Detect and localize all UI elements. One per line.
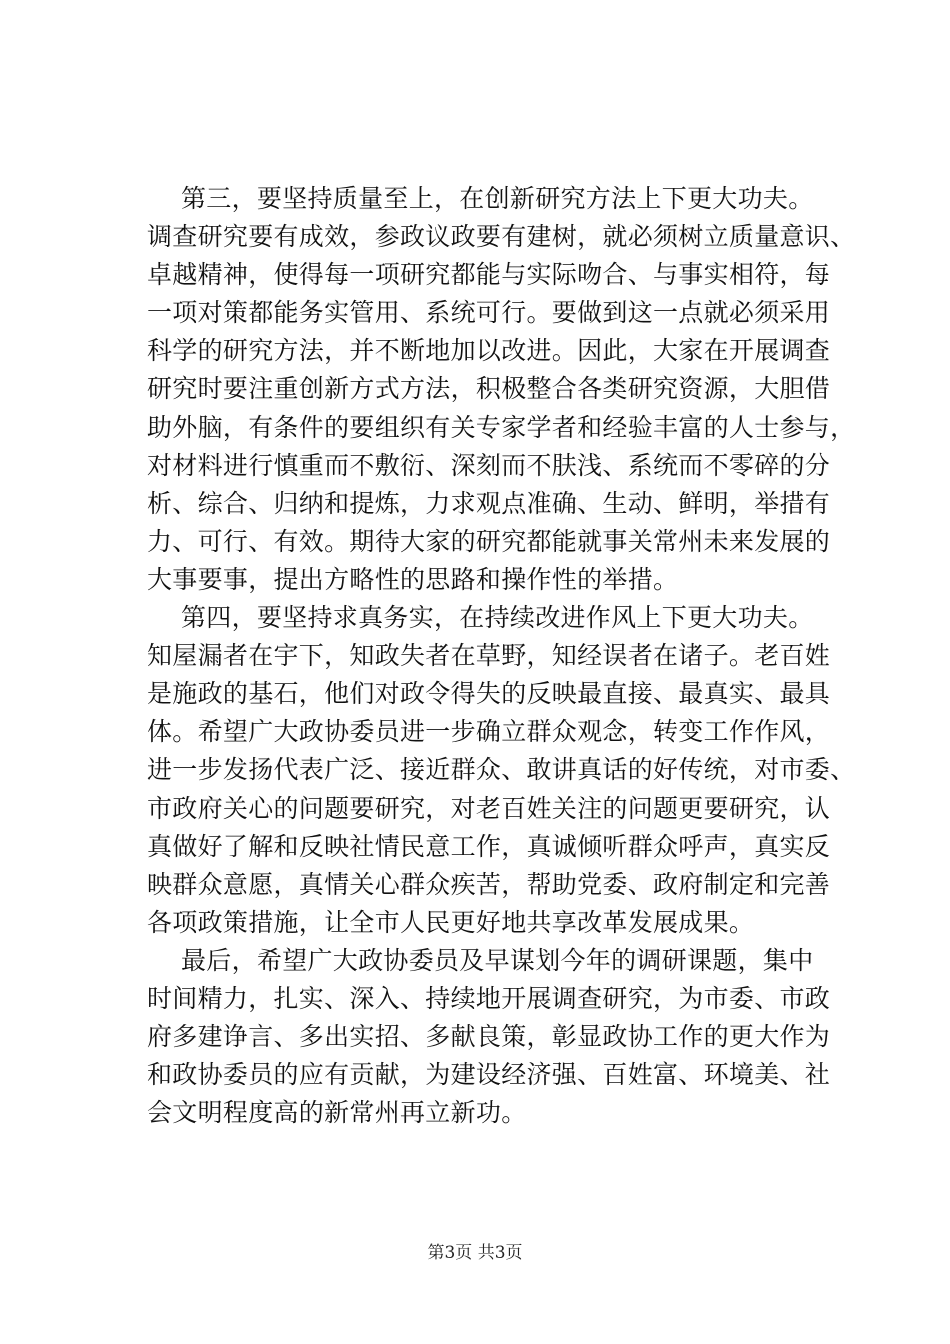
text-line: 一项对策都能务实管用、系统可行。要做到这一点就必须采用 — [147, 298, 831, 328]
text-line: 助外脑，有条件的要组织有关专家学者和经验丰富的人士参与， — [147, 412, 856, 442]
text-line: 第三，要坚持质量至上，在创新研究方法上下更大功夫。 — [181, 184, 814, 213]
text-line: 真做好了解和反映社情民意工作，真诚倾听群众呼声，真实反 — [147, 831, 831, 861]
text-line: 研究时要注重创新方式方法，积极整合各类研究资源，大胆借 — [147, 374, 831, 404]
text-line: 映群众意愿，真情关心群众疾苦，帮助党委、政府制定和完善 — [147, 869, 831, 899]
paragraph-closing — [147, 942, 831, 1132]
text-line: 力、可行、有效。期待大家的研究都能就事关常州未来发展的 — [147, 526, 831, 556]
text-line: 各项政策措施，让全市人民更好地共享改革发展成果。 — [147, 907, 755, 937]
text-line: 卓越精神，使得每一项研究都能与实际吻合、与事实相符，每 — [147, 260, 831, 290]
text-line: 第四，要坚持求真务实，在持续改进作风上下更大功夫。 — [181, 603, 814, 633]
text-line: 体。希望广大政协委员进一步确立群众观念，转变工作作风， — [147, 717, 831, 747]
text-line: 知屋漏者在宇下，知政失者在草野，知经误者在诸子。老百姓 — [147, 641, 831, 671]
paragraph-fourth-point — [147, 599, 856, 942]
text-line: 进一步发扬代表广泛、接近群众、敢讲真话的好传统，对市委、 — [147, 755, 856, 785]
paragraph-third-point — [147, 180, 856, 599]
text-line: 最后，希望广大政协委员及早谋划今年的调研课题，集中 — [181, 945, 814, 975]
text-line: 和政协委员的应有贡献，为建设经济强、百姓富、环境美、社 — [147, 1060, 831, 1090]
text-line: 析、综合、归纳和提炼，力求观点准确、生动、鲜明，举措有 — [147, 488, 831, 518]
text-line: 对材料进行慎重而不敷衍、深刻而不肤浅、系统而不零碎的分 — [147, 450, 831, 480]
text-line: 大事要事，提出方略性的思路和操作性的举措。 — [147, 564, 679, 594]
page-number-footer: 第3页 共3页 — [427, 1243, 523, 1263]
text-line: 科学的研究方法，并不断地加以改进。因此，大家在开展调查 — [147, 336, 831, 366]
text-line: 市政府关心的问题要研究，对老百姓关注的问题更要研究，认 — [147, 793, 831, 823]
text-line: 调查研究要有成效，参政议政要有建树，就必须树立质量意识、 — [147, 222, 856, 252]
document-body — [147, 180, 856, 1132]
text-line: 时间精力，扎实、深入、持续地开展调查研究，为市委、市政 — [147, 983, 831, 1013]
text-line: 府多建诤言、多出实招、多献良策，彰显政协工作的更大作为 — [147, 1022, 831, 1052]
text-line: 是施政的基石，他们对政令得失的反映最直接、最真实、最具 — [147, 679, 831, 709]
text-line: 会文明程度高的新常州再立新功。 — [147, 1098, 527, 1128]
